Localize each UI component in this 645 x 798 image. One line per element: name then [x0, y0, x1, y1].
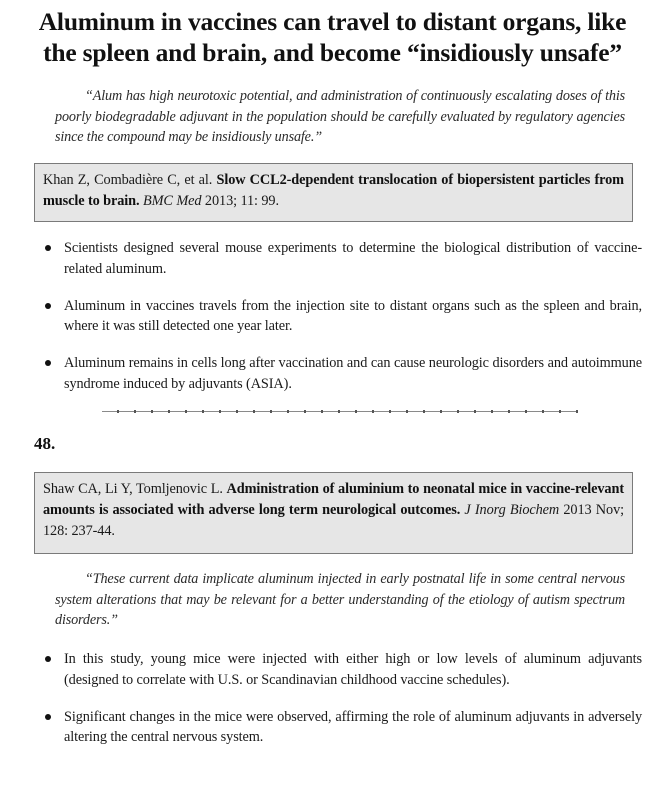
entry-48-bullet-list [42, 649, 642, 764]
reference-details: 2013 Nov; 128: 237-44. [43, 502, 624, 539]
list-item [42, 707, 642, 748]
reference-details: 2013; 11: 99. [201, 193, 279, 209]
reference-authors: Khan Z, Combadière C, et al. [43, 172, 217, 188]
reference-title: Administration of aluminium to neonatal mice in vaccine-relevant amounts is associated with adverse long term neurological outcomes. [43, 481, 624, 518]
reference-journal: BMC Med [142, 193, 202, 209]
list-item-text: Significant changes in the mice were observed, affirming the role of aluminum adjuvants in adversely altering the central nervous system. [64, 708, 642, 745]
entry-48-quote: “These current data implicate aluminum injected in early postnatal life in some central nervous system alterations that may be relevant for a better understanding of the etiology of autism spectrum disorders.” [55, 571, 625, 628]
list-item-text: Aluminum in vaccines travels from the injection site to distant organs such as the spleen and brain, where it was still detected one year later. [64, 297, 642, 334]
list-item [42, 296, 642, 337]
entry-47-quote: “Alum has high neurotoxic potential, and administration of continuously escalating doses of this poorly biodegradable adjuvant in the population should be carefully evaluated by regulatory agencies since the compound may be insidiously unsafe.” [55, 88, 625, 145]
entry-48-number: 48. [34, 434, 56, 453]
page-title [20, 6, 645, 68]
list-item-text: In this study, young mice were injected with either high or low levels of aluminum adjuvants (designed to correlate with U.S. or Scandinavian childhood vaccine schedules). [64, 651, 642, 688]
list-item [42, 649, 642, 690]
list-item [42, 353, 642, 394]
page-title-line-1: Aluminum in vaccines can travel to distant organs, like [38, 7, 627, 36]
entry-47-reference-box [34, 163, 633, 222]
bullet-icon [45, 714, 51, 720]
reference-authors: Shaw CA, Li Y, Tomljenovic L. [43, 481, 227, 497]
reference-journal: J Inorg Biochem [464, 502, 560, 518]
entry-47-bullet-list [42, 238, 642, 411]
bullet-icon [45, 360, 51, 366]
bullet-icon [45, 303, 51, 309]
list-item [42, 238, 642, 279]
bullet-icon [45, 656, 51, 662]
list-item-text: Scientists designed several mouse experiments to determine the biological distribution of vaccine-related aluminum. [64, 240, 642, 277]
entry-48-reference-box [34, 472, 633, 554]
bullet-icon [45, 245, 51, 251]
reference-title: Slow CCL2-dependent translocation of biopersistent particles from muscle to brain. [43, 172, 624, 209]
section-divider-ticks [102, 410, 578, 413]
list-item-text: Aluminum remains in cells long after vaccination and can cause neurologic disorders and autoimmune syndrome induced by adjuvants (ASIA). [64, 355, 642, 392]
page-title-line-2: the spleen and brain, and become “insidiously unsafe” [43, 38, 622, 67]
